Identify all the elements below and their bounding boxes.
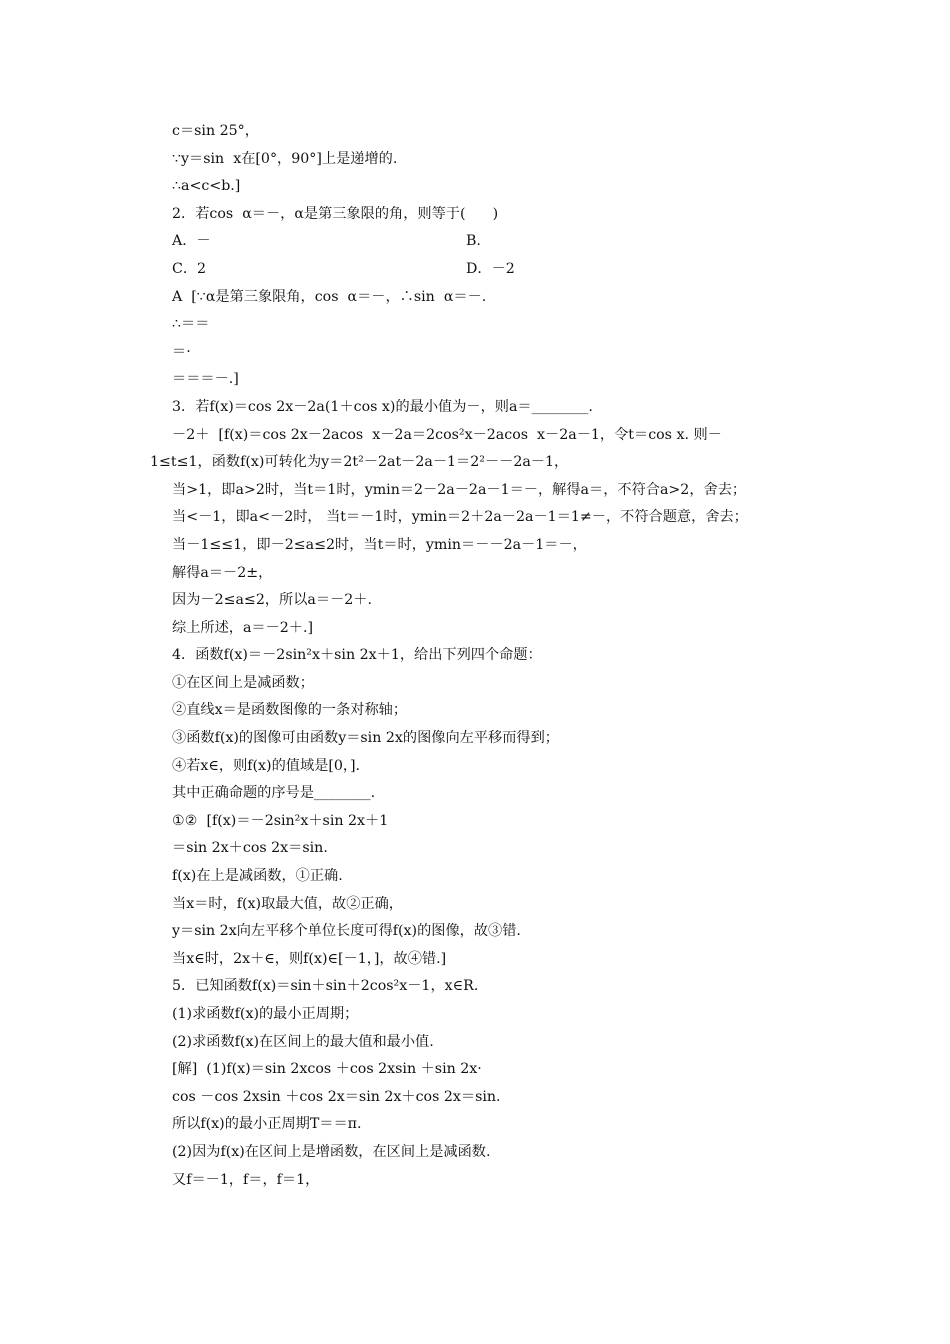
line-text: ①② [f(x)＝－2sin²x＋sin 2x＋1 <box>172 812 389 829</box>
line-text: (1)求函数f(x)的最小正周期； <box>172 1006 359 1022</box>
line-text: 综上所述，a＝－2＋.] <box>172 619 314 636</box>
text-line <box>0 560 950 588</box>
text-line <box>0 146 950 174</box>
text-line <box>0 201 950 229</box>
line-text: ①在区间上是减函数； <box>172 674 314 691</box>
text-line <box>0 118 950 146</box>
line-text: ＝· <box>172 343 191 360</box>
text-line <box>0 863 950 891</box>
text-line <box>0 615 950 643</box>
line-text: 3．若f(x)＝cos 2x－2a(1＋cos x)的最小值为－，则a＝________. <box>172 398 593 415</box>
line-text: ④若x∈，则f(x)的值域是[0，]. <box>172 757 361 774</box>
text-line <box>0 835 950 863</box>
text-line <box>0 697 950 725</box>
line-text: －2＋ [f(x)＝cos 2x－2acos x－2a＝2cos²x－2acos x－2a－1，令t＝cos x. 则－ <box>172 426 722 443</box>
text-line <box>0 449 950 477</box>
line-text: c＝sin 25°， <box>172 123 259 139</box>
line-text: 又f＝－1，f＝，f＝1， <box>172 1171 320 1188</box>
text-line <box>0 532 950 560</box>
line-text: C．2 <box>172 260 207 277</box>
text-line <box>0 339 950 367</box>
line-text: ∴＝＝ <box>172 316 210 333</box>
line-text: A．－ <box>172 233 211 250</box>
line-text: 当>1，即a>2时，当t＝1时，ymin＝2－2a－2a－1＝－，解得a＝，不符合a>2，舍去； <box>172 481 747 498</box>
text-line <box>0 918 950 946</box>
line-text: ∴a<c<b.] <box>172 178 241 195</box>
text-line <box>0 973 950 1001</box>
text-line <box>0 1001 950 1029</box>
text-line <box>0 504 950 532</box>
text-line <box>0 670 950 698</box>
text-line <box>0 477 950 505</box>
line-text: ③函数f(x)的图像可由函数y＝sin 2x的图像向左平移而得到； <box>172 730 559 747</box>
line-text: 2．若cos α＝－，α是第三象限的角，则等于( ) <box>172 205 499 222</box>
line-text: y＝sin 2x向左平移个单位长度可得f(x)的图像，故③错. <box>172 923 521 940</box>
line-text: 当－1≤≤1，即－2≤a≤2时，当t＝时，ymin＝－－2a－1＝－， <box>172 536 587 553</box>
option-right-column: D．－2 <box>466 260 515 277</box>
line-text: cos －cos 2xsin ＋cos 2x＝sin 2x＋cos 2x＝sin. <box>172 1088 501 1105</box>
line-text: 其中正确命题的序号是________. <box>172 785 376 802</box>
line-text: 5．已知函数f(x)＝sin＋sin＋2cos²x－1，x∈R. <box>172 978 479 995</box>
text-line <box>0 366 950 394</box>
text-line <box>0 228 950 256</box>
text-line <box>0 422 950 450</box>
text-line <box>0 1167 950 1195</box>
text-line <box>0 642 950 670</box>
text-line <box>0 311 950 339</box>
text-line <box>0 284 950 312</box>
text-line <box>0 891 950 919</box>
option-right-column: B. <box>466 233 481 250</box>
line-text: 1≤t≤1，函数f(x)可转化为y＝2t²－2at－2a－1＝2²－－2a－1， <box>150 454 569 471</box>
text-line <box>0 808 950 836</box>
text-line <box>0 780 950 808</box>
line-text: 因为－2≤a≤2，所以a＝－2＋. <box>172 592 372 609</box>
text-line <box>0 725 950 753</box>
text-line <box>0 1056 950 1084</box>
line-text: ＝sin 2x＋cos 2x＝sin. <box>172 840 328 857</box>
text-line <box>0 587 950 615</box>
text-line <box>0 1111 950 1139</box>
line-text: 解得a＝－2±， <box>172 564 273 581</box>
text-line <box>0 173 950 201</box>
line-text: ∵y＝sin x在[0°，90°]上是递增的. <box>172 150 398 167</box>
text-line <box>0 256 950 284</box>
text-line <box>0 946 950 974</box>
text-line <box>0 753 950 781</box>
text-line <box>0 1084 950 1112</box>
line-text: (2)求函数f(x)在区间上的最大值和最小值. <box>172 1033 434 1050</box>
line-text: 所以f(x)的最小正周期T＝＝π. <box>172 1116 362 1133</box>
text-line <box>0 1139 950 1167</box>
line-text: 当x＝时，f(x)取最大值，故②正确， <box>172 895 403 912</box>
line-text: 当x∈时，2x＋∈，则f(x)∈[－1，]，故④错.] <box>172 950 447 967</box>
text-line <box>0 1029 950 1057</box>
text-line <box>0 394 950 422</box>
line-text: (2)因为f(x)在区间上是增函数，在区间上是减函数. <box>172 1143 491 1160</box>
line-text: 当<－1，即a<－2时， 当t＝－1时，ymin＝2＋2a－2a－1＝1≠－，不符合题意，舍去； <box>172 509 748 526</box>
line-text: ＝＝＝－.] <box>172 371 239 388</box>
line-text: 4．函数f(x)＝－2sin²x＋sin 2x＋1，给出下列四个命题： <box>172 647 542 664</box>
line-text: f(x)在上是减函数，①正确. <box>172 868 343 885</box>
line-text: A [∵α是第三象限角，cos α＝－，∴sin α＝－. <box>172 288 487 305</box>
line-text: [解] (1)f(x)＝sin 2xcos ＋cos 2xsin ＋sin 2x· <box>172 1061 482 1078</box>
line-text: ②直线x＝是函数图像的一条对称轴； <box>172 702 408 719</box>
